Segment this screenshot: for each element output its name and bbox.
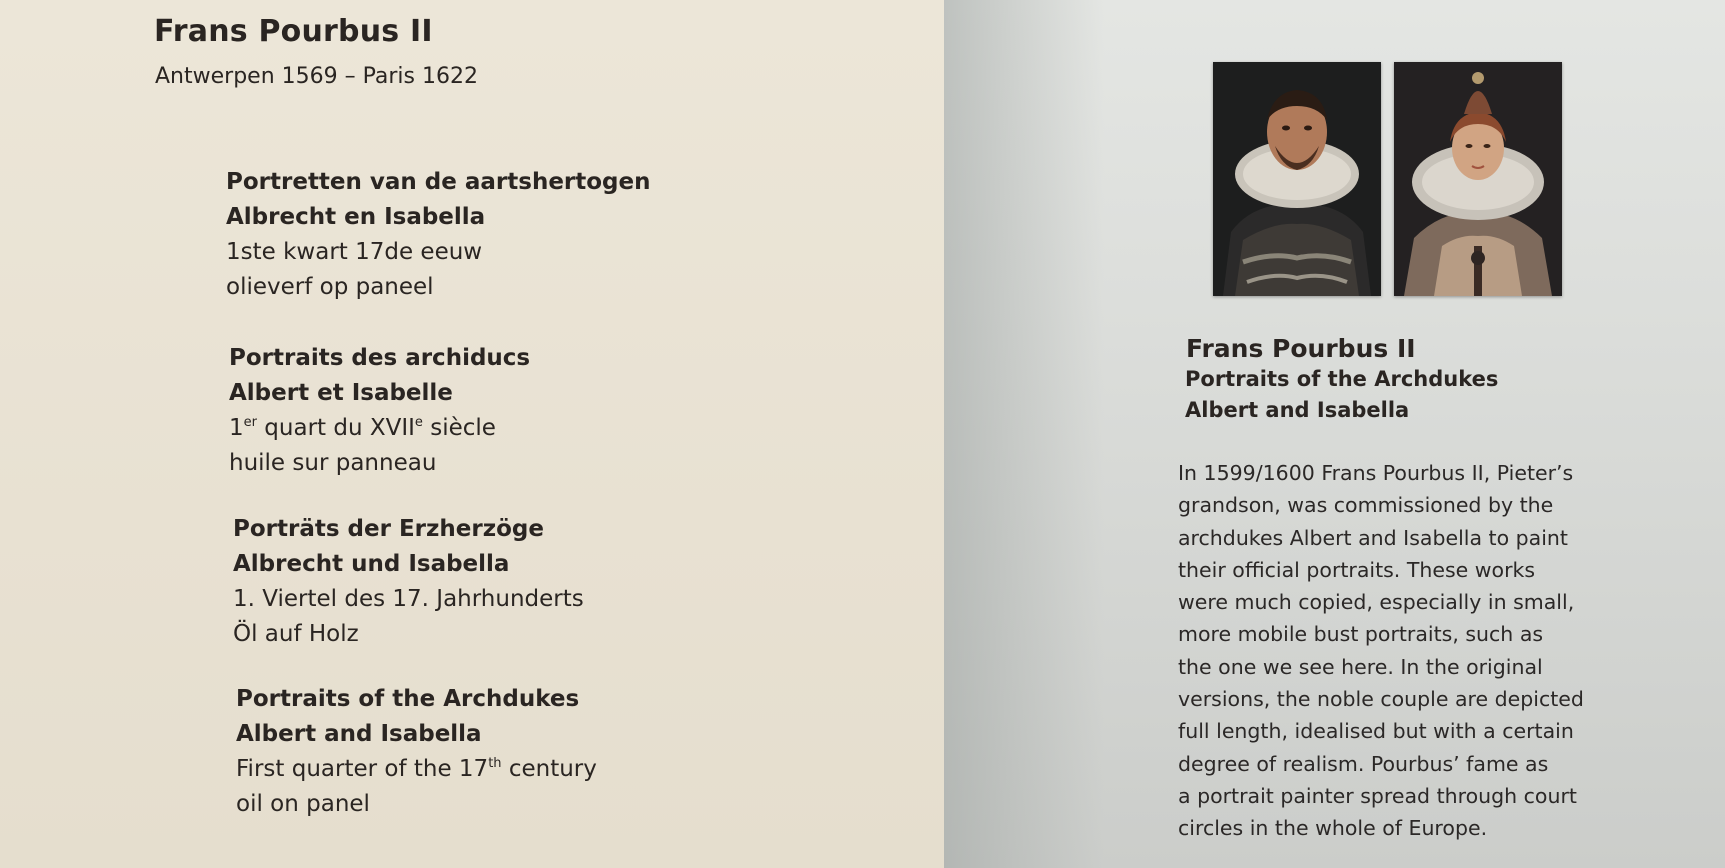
artist-name: Frans Pourbus II: [154, 14, 433, 49]
period: First quarter of the 17th century: [236, 756, 597, 782]
label-dutch: [226, 165, 651, 305]
description-line: versions, the noble couple are depicted: [1178, 687, 1584, 712]
description-line: In 1599/1600 Frans Pourbus II, Pieter’s: [1178, 461, 1574, 485]
portrait-isabella-image: [1394, 62, 1562, 296]
medium: olieverf op paneel: [226, 274, 434, 300]
description-line: their official portraits. These works: [1178, 557, 1536, 582]
title-line-2: Albert et Isabelle: [229, 380, 453, 406]
title-line-1: Portretten van de aartshertogen: [226, 169, 651, 195]
description-line: the one we see here. In the original: [1178, 654, 1543, 679]
description-line: grandson, was commissioned by the: [1178, 493, 1554, 518]
title-line-1: Porträts der Erzherzöge: [233, 516, 544, 542]
title-line-2: Albrecht en Isabella: [226, 204, 486, 230]
label-french: [229, 341, 530, 481]
description-line: full length, idealised but with a certain: [1178, 719, 1574, 744]
portrait-thumbnails: [1213, 62, 1568, 300]
period: 1ste kwart 17de eeuw: [226, 239, 483, 265]
portrait-albert-image: [1213, 62, 1381, 296]
medium: huile sur panneau: [229, 450, 437, 476]
period: 1er quart du XVIIe siècle: [229, 415, 496, 441]
description-line: more mobile bust portraits, such as: [1178, 622, 1544, 647]
description-title-line-2: Albert and Isabella: [1185, 398, 1410, 422]
label-english: [236, 682, 597, 822]
period: 1. Viertel des 17. Jahrhunderts: [233, 586, 584, 612]
title-line-1: Portraits of the Archdukes: [236, 686, 580, 712]
description-line: circles in the whole of Europe.: [1178, 816, 1488, 841]
medium: Öl auf Holz: [233, 621, 359, 647]
description-line: archdukes Albert and Isabella to paint: [1178, 525, 1568, 550]
title-line-1: Portraits des archiducs: [229, 345, 531, 371]
artist-dates: Antwerpen 1569 – Paris 1622: [155, 64, 478, 89]
title-line-2: Albrecht und Isabella: [233, 551, 510, 577]
description-line: were much copied, especially in small,: [1178, 590, 1575, 615]
description-title-line-1: Portraits of the Archdukes: [1185, 367, 1499, 391]
title-line-2: Albert and Isabella: [236, 721, 482, 747]
description-line: a portrait painter spread through court: [1178, 783, 1577, 808]
medium: oil on panel: [236, 791, 370, 817]
description-artist-name: Frans Pourbus II: [1186, 334, 1416, 363]
label-german: [233, 512, 584, 652]
description-line: degree of realism. Pourbus’ fame as: [1178, 751, 1549, 776]
description-text: [1178, 457, 1584, 845]
